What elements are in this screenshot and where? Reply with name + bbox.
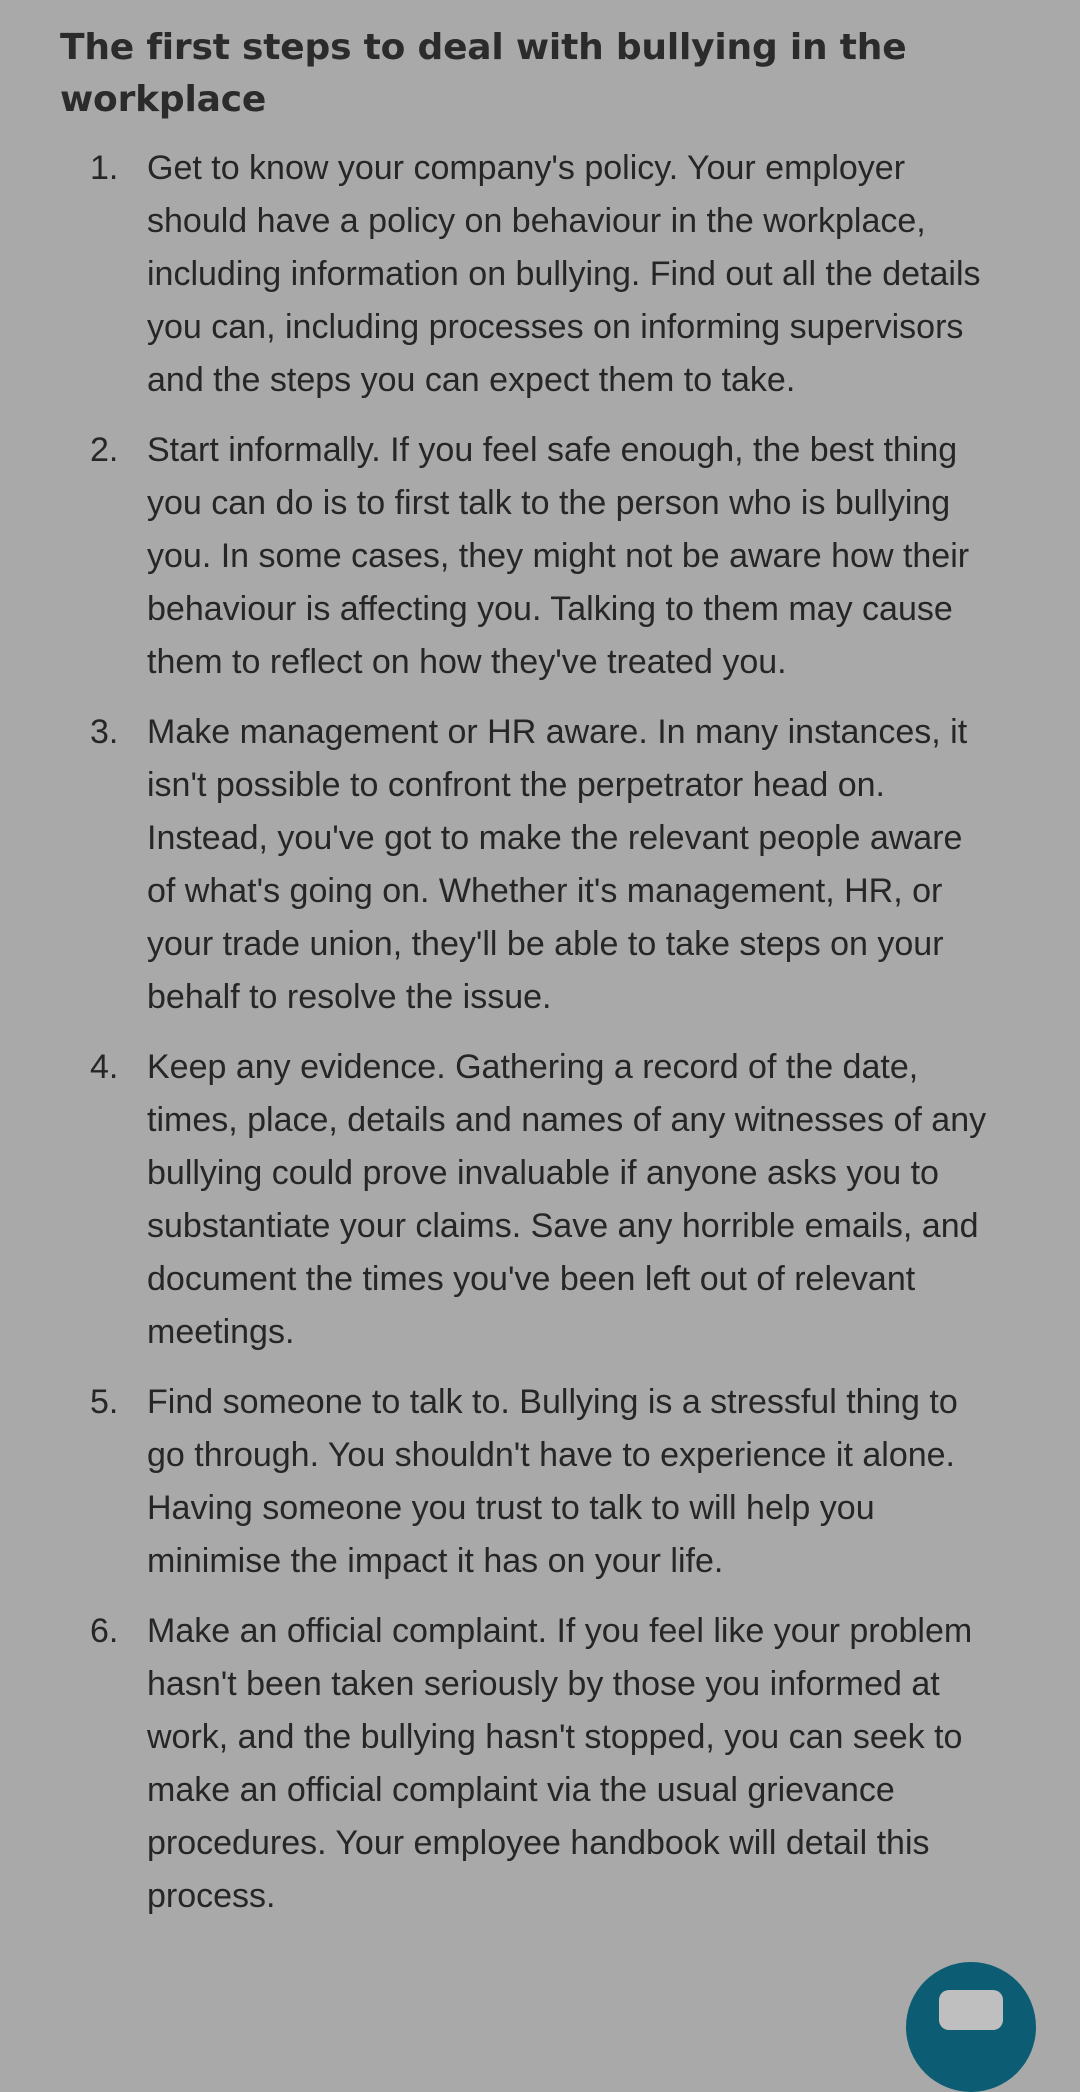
article-content	[60, 22, 1040, 1940]
list-item-number: 5.	[90, 1383, 119, 1421]
list-item	[60, 1376, 1000, 1588]
chat-bubble-icon	[939, 1990, 1003, 2030]
chat-button[interactable]	[906, 1962, 1036, 2092]
list-item-text: Find someone to talk to. Bullying is a stressful thing to go through. You shouldn't have to experience it alone. Having someone you trust to talk to will help you minimise the impact it has on your life.	[147, 1383, 958, 1580]
list-item-number: 3.	[90, 713, 119, 751]
list-item	[60, 1605, 1000, 1923]
list-item-text: Make an official complaint. If you feel like your problem hasn't been taken seriously by those you informed at work, and the bullying hasn't stopped, you can seek to make an official complaint via the usual grievance procedures. Your employee handbook will detail this process.	[147, 1612, 973, 1915]
article-heading: The first steps to deal with bullying in the workplace	[60, 27, 907, 120]
list-item-text: Start informally. If you feel safe enough, the best thing you can do is to first talk to the person who is bullying you. In some cases, they might not be aware how their behaviour is affecting you. Talking to them may cause them to reflect on how they've treated you.	[147, 431, 970, 681]
list-item-text: Get to know your company's policy. Your employer should have a policy on behaviour in the workplace, including information on bullying. Find out all the details you can, including processes on informing supervisors and the steps you can expect them to take.	[147, 149, 981, 399]
list-item-text: Make management or HR aware. In many instances, it isn't possible to confront the perpetrator head on. Instead, you've got to make the relevant people aware of what's going on. Whether it's management, HR, or your trade union, they'll be able to take steps on your behalf to resolve the issue.	[147, 713, 968, 1016]
list-item-number: 2.	[90, 431, 119, 469]
steps-list	[60, 142, 1040, 1923]
list-item-number: 6.	[90, 1612, 119, 1650]
list-item-text: Keep any evidence. Gathering a record of the date, times, place, details and names of any witnesses of any bullying could prove invaluable if anyone asks you to substantiate your claims. Save any horrible emails, and document the times you've been left out of relevant meetings.	[147, 1048, 987, 1351]
list-item	[60, 142, 1000, 407]
list-item-number: 4.	[90, 1048, 119, 1086]
list-item	[60, 424, 1000, 689]
list-item	[60, 1041, 1000, 1359]
list-item-number: 1.	[90, 149, 119, 187]
list-item	[60, 706, 1000, 1024]
